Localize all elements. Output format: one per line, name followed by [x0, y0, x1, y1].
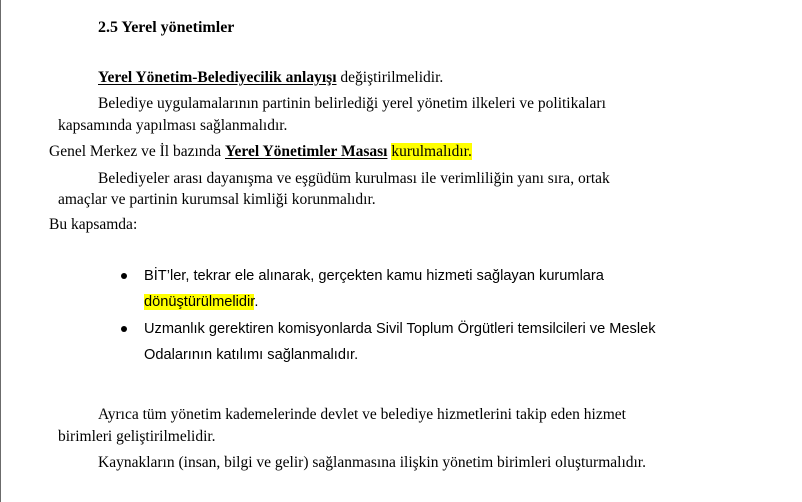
paragraph-3: [49, 142, 472, 162]
highlighted-text: dönüştürülmelidir: [144, 294, 255, 310]
paragraph-4-line-2: amaçlar ve partinin kurumsal kimliği korunmalıdır.: [58, 191, 376, 208]
paragraph-6-line-2: birimleri geliştirilmelidir.: [58, 428, 216, 445]
bullet-2-line-2: Odalarının katılımı sağlanmalıdır.: [144, 347, 359, 363]
section-heading: 2.5 Yerel yönetimler: [98, 19, 235, 36]
paragraph-5: Bu kapsamda:: [49, 216, 138, 233]
bullet-2-line-1: Uzmanlık gerektiren komisyonlarda Sivil Toplum Örgütleri temsilcileri ve Meslek: [144, 321, 656, 337]
paragraph-4-line-1: Belediyeler arası dayanışma ve eşgüdüm kurulması ile verimliliğin yanı sıra, ortak: [98, 170, 610, 187]
highlighted-text: kurulmalıdır.: [391, 143, 472, 160]
bullet-icon: [121, 273, 127, 279]
bold-underlined-term: Yerel Yönetimler Masası: [225, 143, 388, 160]
paragraph-1-text: değiştirilmelidir.: [336, 69, 444, 86]
paragraph-2-line-2: kapsamında yapılması sağlanmalıdır.: [58, 117, 288, 134]
bullet-icon: [121, 326, 127, 332]
paragraph-1: [98, 68, 443, 88]
paragraph-3-text: Genel Merkez ve İl bazında: [49, 143, 226, 160]
paragraph-2-line-1: Belediye uygulamalarının partinin belirlediği yerel yönetim ilkeleri ve politikaları: [98, 95, 606, 112]
bullet-1-line-2: dönüştürülmelidir.: [144, 294, 259, 310]
paragraph-6-line-1: Ayrıca tüm yönetim kademelerinde devlet ve belediye hizmetlerini takip eden hizmet: [98, 406, 626, 423]
bullet-1-line-1: BİT’ler, tekrar ele alınarak, gerçekten kamu hizmeti sağlayan kurumlara: [144, 268, 604, 284]
paragraph-7: Kaynakların (insan, bilgi ve gelir) sağlanmasına ilişkin yönetim birimleri oluşturmalıdır.: [98, 454, 646, 471]
bold-underlined-term: Yerel Yönetim-Belediyecilik anlayışı: [98, 69, 337, 86]
